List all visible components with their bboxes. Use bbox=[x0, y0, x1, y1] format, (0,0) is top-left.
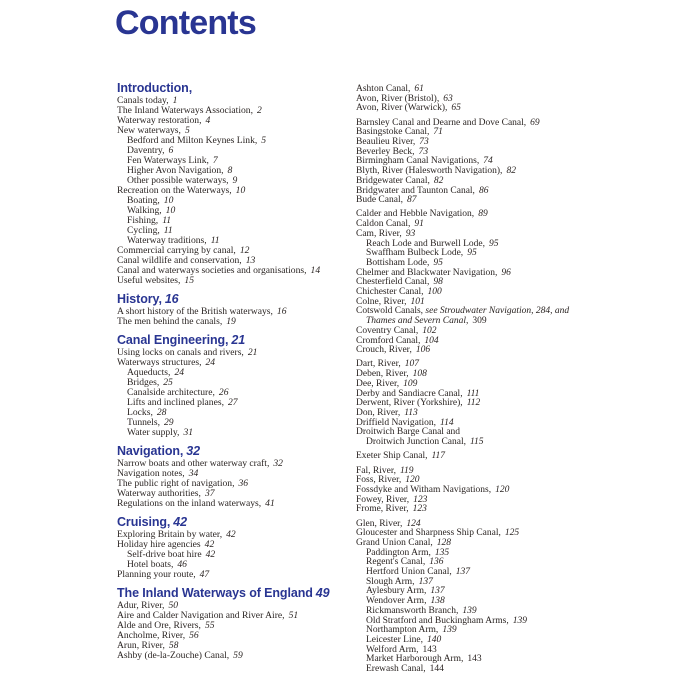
entry-page-number: 11 bbox=[210, 235, 220, 246]
entry-label: Fal, River, bbox=[356, 465, 396, 476]
entry-label: Old Stratford and Buckingham Arms, bbox=[366, 615, 509, 626]
toc-section-cruising bbox=[117, 516, 352, 580]
entry-page-number: 6 bbox=[168, 145, 174, 156]
entry-label: Regulations on the inland waterways, bbox=[117, 498, 262, 509]
entry-label: Useful websites, bbox=[117, 275, 181, 286]
entry-label: Bridges, bbox=[127, 377, 160, 388]
section-heading-label: The Inland Waterways of England bbox=[117, 586, 313, 600]
entry-page-number: 95 bbox=[488, 238, 499, 249]
entry-label: Dee, River, bbox=[356, 378, 400, 389]
entry-label: Northampton Arm, bbox=[366, 625, 439, 636]
entry-page-number: 21 bbox=[247, 347, 258, 358]
entry-page-number: 93 bbox=[405, 228, 416, 239]
entry-label: Exeter Ship Canal, bbox=[356, 451, 428, 462]
entry-label: Cotswold Canals, bbox=[356, 306, 424, 317]
entry-label: Self-drive boat hire bbox=[127, 549, 202, 560]
entry-label: Beverley Beck, bbox=[356, 146, 415, 157]
entry-page-number: 95 bbox=[433, 257, 443, 268]
entry-label: Foss, River, bbox=[356, 475, 402, 486]
entry-label-italic: see Stroudwater Navigation, 284, and bbox=[425, 306, 570, 317]
entry-label: Reach Lode and Burwell Lode, bbox=[366, 238, 485, 249]
entry-label: Daventry, bbox=[127, 145, 165, 156]
entry-page-number: 109 bbox=[403, 378, 418, 389]
entry-page-number: 10 bbox=[163, 195, 174, 206]
entry-label: Holiday hire agencies bbox=[117, 539, 201, 550]
entry-page-number: 63 bbox=[443, 93, 453, 104]
entry-page-number: 46 bbox=[177, 559, 187, 570]
entry-page-number: 42 bbox=[204, 539, 215, 550]
entry-page-number: 28 bbox=[156, 407, 167, 418]
entry-label: Water supply, bbox=[127, 427, 180, 438]
entry-page-number: 125 bbox=[504, 528, 520, 539]
entry-label: Other possible waterways, bbox=[127, 175, 229, 186]
entry-page-number: 8 bbox=[227, 165, 233, 176]
entry-page-number: 5 bbox=[261, 135, 267, 146]
section-heading bbox=[117, 445, 352, 458]
entry-label: Aire and Calder Navigation and River Aire, bbox=[117, 610, 285, 621]
entry-page-number: 65 bbox=[451, 103, 461, 114]
entry-page-number: 24 bbox=[174, 367, 185, 378]
section-heading bbox=[117, 334, 352, 347]
entry-label: Bottisham Lode, bbox=[366, 257, 430, 268]
entry-label: Bridgwater and Taunton Canal, bbox=[356, 185, 475, 196]
entry-label: Regent's Canal, bbox=[366, 557, 426, 568]
entry-label: Aqueducts, bbox=[127, 367, 171, 378]
entry-label: Birmingham Canal Navigations, bbox=[356, 156, 480, 167]
entry-page-number: 11 bbox=[163, 225, 173, 236]
toc-group bbox=[356, 119, 641, 206]
entry-page-number: 128 bbox=[436, 537, 452, 548]
entry-page-number: 115 bbox=[470, 437, 484, 448]
entry-label: Hotel boats, bbox=[127, 559, 174, 570]
entry-page-number: 14 bbox=[310, 265, 321, 276]
entry-label: Cromford Canal, bbox=[356, 335, 421, 346]
entry-label: Waterways structures, bbox=[117, 357, 202, 368]
entry-page-number: 91 bbox=[414, 219, 424, 230]
entry-page-number: 1 bbox=[172, 95, 178, 106]
section-heading-label: Cruising, bbox=[117, 515, 171, 529]
entry-page-number: 73 bbox=[418, 146, 429, 157]
toc-right-column bbox=[356, 85, 641, 675]
entry-page-number: 87 bbox=[406, 195, 417, 206]
entry-label: Coventry Canal, bbox=[356, 325, 419, 336]
entry-label: Market Harborough Arm, bbox=[366, 654, 464, 665]
entry-page-number: 32 bbox=[273, 458, 283, 469]
entry-page-number: 47 bbox=[199, 569, 210, 580]
entry-label: Fishing, bbox=[127, 215, 159, 226]
entry-page-number: 29 bbox=[163, 417, 174, 428]
entry-label: Calder and Hebble Navigation, bbox=[356, 209, 475, 220]
entry-label: Cam, River, bbox=[356, 228, 402, 239]
entry-label: Cycling, bbox=[127, 225, 160, 236]
entry-label: Recreation on the Waterways, bbox=[117, 185, 232, 196]
entry-page-number: 19 bbox=[226, 316, 236, 327]
entry-label: Arun, River, bbox=[117, 640, 165, 651]
toc-entry bbox=[356, 452, 641, 462]
entry-label: The men behind the canals, bbox=[117, 316, 223, 327]
entry-page-number: 89 bbox=[478, 209, 488, 220]
entry-page-number: 82 bbox=[506, 166, 516, 177]
entry-label: Paddington Arm, bbox=[366, 547, 431, 558]
entry-page-number: 98 bbox=[433, 277, 443, 288]
entry-label: Colne, River, bbox=[356, 296, 407, 307]
entry-page-number: 123 bbox=[413, 494, 428, 505]
entry-label: Canal and waterways societies and organisations, bbox=[117, 265, 307, 276]
entry-label: Using locks on canals and rivers, bbox=[117, 347, 244, 358]
entry-page-number: 56 bbox=[189, 630, 199, 641]
toc-entry bbox=[117, 317, 352, 327]
entry-page-number: 140 bbox=[426, 634, 442, 645]
section-heading-page-number: 16 bbox=[164, 292, 179, 306]
entry-label: Welford Arm, bbox=[366, 644, 419, 655]
toc-entry bbox=[356, 505, 641, 515]
entry-page-number: 16 bbox=[276, 306, 287, 317]
entry-page-number: 11 bbox=[162, 215, 172, 226]
toc-group bbox=[356, 467, 641, 516]
entry-label: Waterway traditions, bbox=[127, 235, 207, 246]
entry-label: Swaffham Bulbeck Lode, bbox=[366, 248, 464, 259]
entry-page-number: 108 bbox=[412, 369, 427, 380]
section-heading-label: Introduction, bbox=[117, 81, 193, 95]
entry-label: Navigation notes, bbox=[117, 468, 185, 479]
entry-page-number: 119 bbox=[400, 465, 414, 476]
entry-page-number: 144 bbox=[429, 664, 444, 675]
entry-label: Chichester Canal, bbox=[356, 287, 424, 298]
entry-page-number: 41 bbox=[265, 498, 275, 509]
entry-label: New waterways, bbox=[117, 125, 181, 136]
entry-label: The public right of navigation, bbox=[117, 478, 235, 489]
entry-page-number: 15 bbox=[184, 275, 195, 286]
entry-page-number: 117 bbox=[431, 451, 446, 462]
toc-group bbox=[356, 452, 641, 462]
entry-label: Canal wildlife and conservation, bbox=[117, 255, 242, 266]
entry-page-number: 100 bbox=[427, 287, 442, 298]
toc-entry bbox=[356, 196, 641, 206]
entry-label: Ancholme, River, bbox=[117, 630, 186, 641]
section-heading-label: Navigation, bbox=[117, 444, 184, 458]
toc-section-history bbox=[117, 293, 352, 327]
toc-section-navigation bbox=[117, 445, 352, 509]
entry-page-number: 13 bbox=[245, 255, 256, 266]
entry-page-number: 104 bbox=[424, 335, 439, 346]
entry-label: Blyth, River (Halesworth Navigation), bbox=[356, 166, 503, 177]
toc-left-column bbox=[117, 82, 352, 661]
entry-page-number: 9 bbox=[232, 175, 238, 186]
entry-page-number: 42 bbox=[226, 529, 236, 540]
entry-label: Fowey, River, bbox=[356, 494, 410, 505]
entry-label: Chelmer and Blackwater Navigation, bbox=[356, 267, 498, 278]
entry-page-number: 12 bbox=[239, 245, 250, 256]
entry-page-number: 120 bbox=[405, 475, 420, 486]
toc-section-introduction bbox=[117, 82, 352, 286]
section-heading bbox=[117, 587, 352, 600]
entry-page-number: 112 bbox=[466, 398, 481, 409]
entry-label: Fen Waterways Link, bbox=[127, 155, 209, 166]
entry-label: Don, River, bbox=[356, 408, 401, 418]
entry-label: Erewash Canal, bbox=[366, 664, 426, 675]
entry-label: Rickmansworth Branch, bbox=[366, 605, 459, 616]
entry-page-number: 50 bbox=[168, 600, 179, 611]
entry-page-number: 137 bbox=[418, 576, 433, 587]
entry-page-number: 10 bbox=[235, 185, 246, 196]
entry-label: Walking, bbox=[127, 205, 162, 216]
entry-label: Canalside architecture, bbox=[127, 387, 215, 398]
entry-label: Ashton Canal, bbox=[356, 84, 411, 94]
entry-label: Driffield Navigation, bbox=[356, 417, 437, 428]
entry-page-number: 86 bbox=[478, 185, 489, 196]
entry-label: Bridgewater Canal, bbox=[356, 175, 430, 186]
entry-label: Exploring Britain by water, bbox=[117, 529, 223, 540]
entry-page-number: 143 bbox=[467, 654, 482, 665]
entry-label: Basingstoke Canal, bbox=[356, 127, 430, 138]
entry-page-number: 25 bbox=[163, 377, 173, 388]
entry-label: Ashby (de-la-Zouche) Canal, bbox=[117, 650, 230, 661]
entry-label: Higher Avon Navigation, bbox=[127, 165, 224, 176]
entry-label: Adur, River, bbox=[117, 600, 165, 611]
entry-page-number: 139 bbox=[462, 605, 477, 616]
entry-label: Tunnels, bbox=[127, 417, 160, 428]
entry-page-number: 71 bbox=[433, 127, 443, 138]
entry-page-number: 120 bbox=[495, 484, 510, 495]
entry-label: Locks, bbox=[127, 407, 153, 418]
toc-group bbox=[356, 520, 641, 675]
entry-label: Bedford and Milton Keynes Link, bbox=[127, 135, 258, 146]
entry-page-number: 111 bbox=[466, 388, 480, 399]
entry-page-number: 42 bbox=[205, 549, 216, 560]
entry-page-number: 55 bbox=[204, 620, 215, 631]
toc-section-the-inland-waterways-of-england bbox=[117, 587, 352, 661]
entry-label: Gloucester and Sharpness Ship Canal, bbox=[356, 528, 501, 539]
entry-page-number: 4 bbox=[205, 115, 211, 126]
entry-label: Caldon Canal, bbox=[356, 219, 411, 230]
entry-label: Grand Union Canal, bbox=[356, 537, 433, 548]
entry-label: Beaulieu River, bbox=[356, 137, 416, 148]
entry-page-number: 139 bbox=[512, 615, 527, 626]
page-title: Contents bbox=[115, 4, 256, 42]
entry-page-number: 309 bbox=[472, 316, 487, 327]
entry-label: Waterway restoration, bbox=[117, 115, 202, 126]
entry-label: Lifts and inclined planes, bbox=[127, 397, 224, 408]
entry-page-number: 69 bbox=[530, 117, 540, 128]
entry-label: Planning your route, bbox=[117, 569, 196, 580]
entry-page-number: 139 bbox=[442, 625, 457, 636]
entry-label: Narrow boats and other waterway craft, bbox=[117, 458, 270, 469]
entry-label: Avon, River (Bristol), bbox=[356, 93, 440, 104]
entry-label: Barnsley Canal and Dearne and Dove Canal, bbox=[356, 117, 527, 128]
entry-label: Frome, River, bbox=[356, 504, 409, 515]
entry-page-number: 37 bbox=[204, 488, 215, 499]
entry-page-number: 73 bbox=[419, 137, 429, 148]
toc-group bbox=[356, 360, 641, 447]
entry-label: Waterway authorities, bbox=[117, 488, 201, 499]
entry-page-number: 107 bbox=[404, 359, 419, 370]
entry-page-number: 5 bbox=[184, 125, 190, 136]
entry-page-number: 102 bbox=[422, 325, 437, 336]
entry-label: Leicester Line, bbox=[366, 634, 423, 645]
entry-page-number: 59 bbox=[233, 650, 243, 661]
entry-label: Fossdyke and Witham Navigations, bbox=[356, 484, 492, 495]
entry-label: Deben, River, bbox=[356, 369, 409, 380]
entry-label: A short history of the British waterways, bbox=[117, 306, 273, 317]
section-heading-page-number: 21 bbox=[231, 333, 246, 347]
entry-label: The Inland Waterways Association, bbox=[117, 105, 253, 116]
entry-label: Aylesbury Arm, bbox=[366, 586, 427, 597]
entry-page-number: 82 bbox=[433, 175, 444, 186]
entry-label: Derwent, River (Yorkshire), bbox=[356, 398, 463, 409]
entry-page-number: 34 bbox=[188, 468, 199, 479]
entry-page-number: 26 bbox=[218, 387, 229, 398]
entry-page-number: 106 bbox=[415, 345, 431, 356]
entry-page-number: 138 bbox=[430, 596, 445, 607]
entry-label: Slough Arm, bbox=[366, 576, 415, 587]
entry-label: Droitwich Barge Canal and bbox=[356, 427, 461, 438]
entry-page-number: 51 bbox=[288, 610, 299, 621]
section-heading-page-number: 32 bbox=[186, 444, 200, 458]
entry-page-number: 31 bbox=[183, 427, 194, 438]
entry-label: Commercial carrying by canal, bbox=[117, 245, 236, 256]
entry-page-number: 114 bbox=[440, 417, 454, 428]
entry-label: Boating, bbox=[127, 195, 160, 206]
toc-section-canal-engineering bbox=[117, 334, 352, 438]
toc-entry bbox=[117, 570, 352, 580]
entry-page-number: 2 bbox=[257, 105, 262, 116]
toc-entry bbox=[356, 104, 641, 114]
toc-entry bbox=[117, 428, 352, 438]
entry-page-number: 123 bbox=[412, 504, 427, 515]
entry-page-number: 27 bbox=[227, 397, 238, 408]
entry-label: Derby and Sandiacre Canal, bbox=[356, 388, 463, 399]
entry-page-number: 137 bbox=[430, 586, 445, 597]
entry-label: Avon, River (Warwick), bbox=[356, 103, 448, 114]
entry-page-number: 61 bbox=[414, 84, 424, 94]
section-heading bbox=[117, 293, 352, 306]
toc-group bbox=[356, 210, 641, 356]
toc-group bbox=[356, 85, 641, 114]
entry-page-number: 24 bbox=[205, 357, 216, 368]
entry-page-number: 101 bbox=[410, 296, 425, 307]
entry-page-number: 36 bbox=[238, 478, 249, 489]
entry-label: Dart, River, bbox=[356, 359, 401, 370]
entry-page-number: 135 bbox=[434, 547, 450, 558]
toc-entry bbox=[117, 651, 352, 661]
entry-page-number: 137 bbox=[455, 567, 470, 578]
toc-entry bbox=[117, 499, 352, 509]
entry-page-number: 96 bbox=[501, 267, 511, 278]
entry-label: Glen, River, bbox=[356, 518, 403, 529]
section-heading bbox=[117, 82, 352, 95]
entry-label: Chesterfield Canal, bbox=[356, 277, 430, 288]
section-heading-page-number: 49 bbox=[315, 586, 330, 600]
entry-label-italic: Thames and Severn Canal, bbox=[366, 316, 469, 327]
toc-entry bbox=[356, 665, 641, 675]
toc-entry bbox=[117, 276, 352, 286]
section-heading-label: History, bbox=[117, 292, 162, 306]
entry-label: Hertford Union Canal, bbox=[366, 567, 452, 578]
section-heading bbox=[117, 516, 352, 529]
entry-page-number: 143 bbox=[422, 644, 437, 655]
entry-page-number: 124 bbox=[406, 518, 421, 529]
entry-label: Wendover Arm, bbox=[366, 596, 427, 607]
toc-entry bbox=[356, 438, 641, 448]
entry-page-number: 58 bbox=[168, 640, 179, 651]
entry-label: Canals today, bbox=[117, 95, 169, 106]
entry-label: Alde and Ore, Rivers, bbox=[117, 620, 201, 631]
entry-page-number: 95 bbox=[467, 248, 477, 259]
entry-label: Crouch, River, bbox=[356, 345, 412, 356]
entry-page-number: 136 bbox=[429, 557, 444, 568]
entry-page-number: 7 bbox=[212, 155, 218, 166]
section-heading-label: Canal Engineering, bbox=[117, 333, 229, 347]
entry-page-number: 10 bbox=[165, 205, 176, 216]
toc-entry bbox=[356, 346, 641, 356]
entry-label: Bude Canal, bbox=[356, 195, 403, 206]
section-heading-page-number: 42 bbox=[173, 515, 187, 529]
entry-label: Droitwich Junction Canal, bbox=[366, 437, 466, 448]
entry-page-number: 113 bbox=[404, 408, 418, 418]
entry-page-number: 74 bbox=[483, 156, 493, 167]
